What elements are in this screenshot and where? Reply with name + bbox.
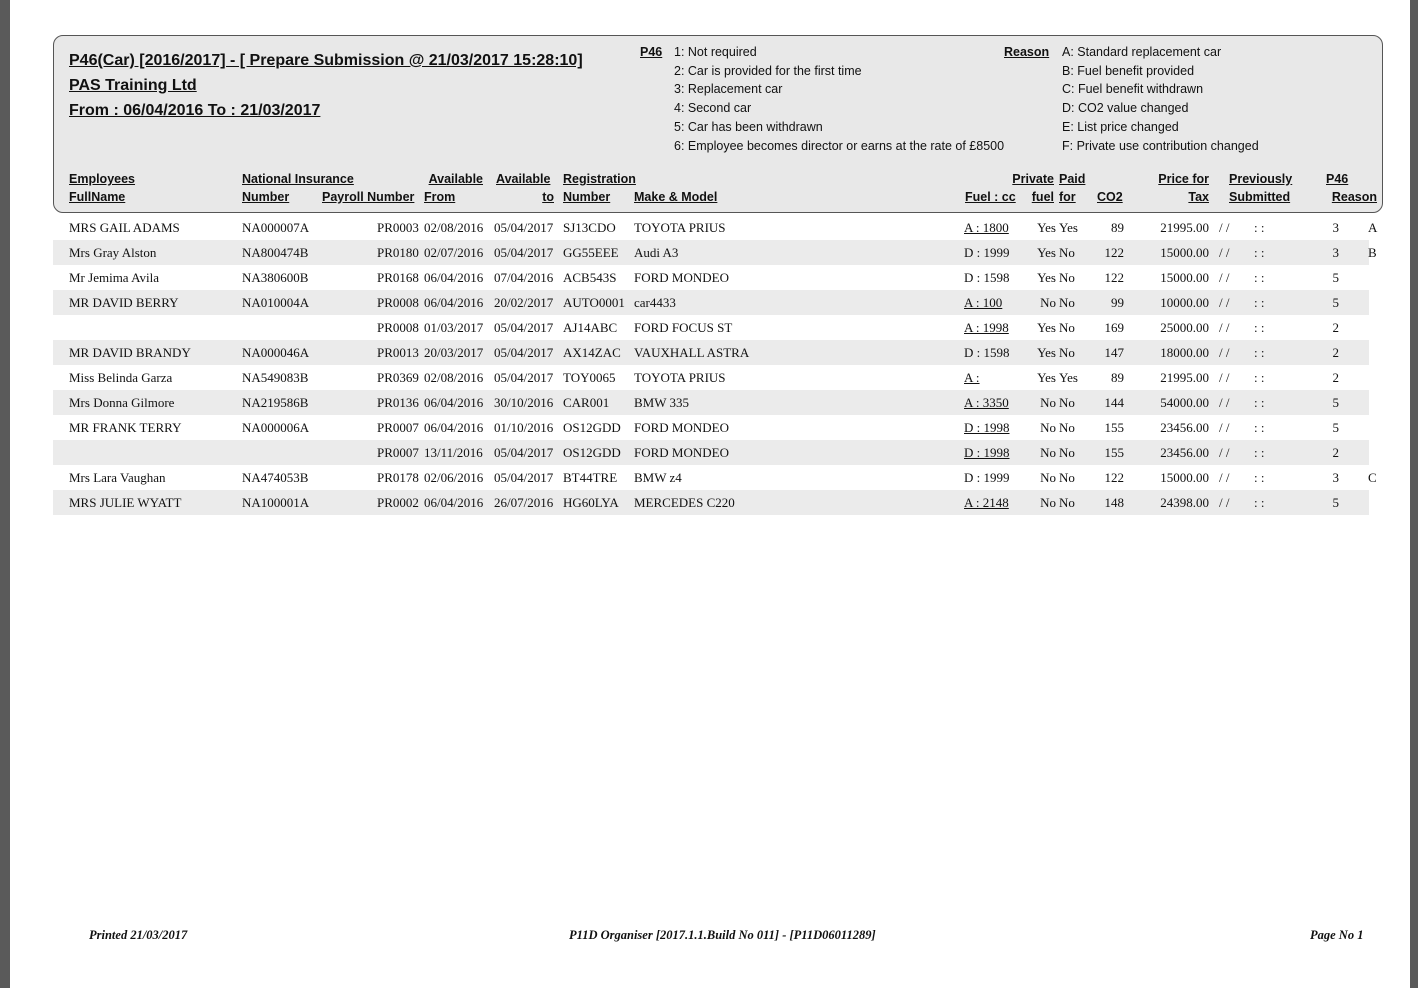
cell-price-for-tax: 15000.00 — [1160, 470, 1209, 485]
cell-private-fuel: Yes — [1037, 370, 1056, 385]
cell-fuel-cc: A : 1800 — [964, 220, 1009, 235]
cell-available-to: 20/02/2017 — [494, 295, 554, 310]
cell-price-for-tax: 25000.00 — [1160, 320, 1209, 335]
table-row — [53, 365, 1369, 390]
cell-name: Mr Jemima Avila — [69, 270, 160, 285]
cell-ni-number: NA380600B — [242, 270, 309, 285]
report-title: P46(Car) [2016/2017] - [ Prepare Submission @ 21/03/2017 15:28:10] — [69, 52, 583, 69]
cell-name: MRS JULIE WYATT — [69, 495, 182, 510]
table-row — [53, 215, 1378, 240]
cell-p46: 3 — [1332, 470, 1339, 485]
cell-available-from: 02/08/2016 — [424, 220, 484, 235]
col-header-reg-number: Number — [563, 190, 611, 204]
table-row — [53, 340, 1369, 365]
cell-available-to: 05/04/2017 — [494, 470, 554, 485]
cell-paid-for: No — [1059, 445, 1075, 460]
cell-make-model: BMW z4 — [634, 470, 682, 485]
cell-payroll: PR0178 — [377, 470, 419, 485]
footer-product: P11D Organiser [2017.1.1.Build No 011] - [P11D06011289] — [569, 928, 876, 942]
legend-reason-item: D: CO2 value changed — [1062, 101, 1189, 115]
cell-p46: 2 — [1332, 445, 1339, 460]
cell-co2: 99 — [1111, 295, 1124, 310]
cell-fuel-cc: D : 1998 — [964, 445, 1010, 460]
col-header-from: From — [424, 190, 456, 204]
cell-submitted-date: / / — [1219, 245, 1230, 260]
cell-payroll: PR0369 — [377, 370, 419, 385]
cell-ni-number: NA010004A — [242, 295, 310, 310]
cell-price-for-tax: 23456.00 — [1160, 445, 1209, 460]
cell-p46: 2 — [1332, 345, 1339, 360]
table-row — [53, 415, 1369, 440]
cell-payroll: PR0002 — [377, 495, 419, 510]
cell-registration: ACB543S — [563, 270, 617, 285]
cell-payroll: PR0008 — [377, 295, 419, 310]
cell-price-for-tax: 24398.00 — [1160, 495, 1209, 510]
cell-available-to: 05/04/2017 — [494, 370, 554, 385]
cell-available-from: 01/03/2017 — [424, 320, 484, 335]
cell-ni-number: NA000006A — [242, 420, 310, 435]
cell-available-to: 05/04/2017 — [494, 245, 554, 260]
cell-submitted-time: : : — [1254, 420, 1265, 435]
col-header-available-from: Available — [428, 172, 483, 186]
cell-p46: 5 — [1332, 420, 1339, 435]
cell-co2: 148 — [1104, 495, 1124, 510]
cell-submitted-time: : : — [1254, 395, 1265, 410]
cell-submitted-time: : : — [1254, 470, 1265, 485]
col-header-co2: CO2 — [1097, 190, 1123, 204]
cell-price-for-tax: 54000.00 — [1160, 395, 1209, 410]
cell-payroll: PR0180 — [377, 245, 419, 260]
cell-available-to: 05/04/2017 — [494, 320, 554, 335]
col-header-submitted: Submitted — [1229, 190, 1291, 204]
cell-make-model: MERCEDES C220 — [634, 495, 735, 510]
cell-fuel-cc: D : 1998 — [964, 420, 1010, 435]
cell-available-to: 05/04/2017 — [494, 445, 554, 460]
cell-fuel-cc: A : 1998 — [964, 320, 1009, 335]
cell-paid-for: No — [1059, 320, 1075, 335]
cell-available-from: 06/04/2016 — [424, 295, 484, 310]
table-row — [53, 315, 1369, 340]
cell-fuel-cc: D : 1999 — [964, 245, 1010, 260]
cell-paid-for: Yes — [1059, 370, 1078, 385]
cell-registration: OS12GDD — [563, 420, 621, 435]
cell-registration: HG60LYA — [563, 495, 619, 510]
cell-p46: 3 — [1332, 220, 1339, 235]
cell-paid-for: No — [1059, 345, 1075, 360]
col-header-registration: Registration — [563, 172, 636, 186]
cell-ni-number: NA000046A — [242, 345, 310, 360]
legend-reason-item: E: List price changed — [1062, 120, 1179, 134]
cell-submitted-time: : : — [1254, 320, 1265, 335]
cell-available-from: 06/04/2016 — [424, 420, 484, 435]
cell-available-to: 01/10/2016 — [494, 420, 554, 435]
cell-registration: AJ14ABC — [563, 320, 618, 335]
cell-ni-number: NA549083B — [242, 370, 309, 385]
cell-available-from: 02/07/2016 — [424, 245, 484, 260]
cell-make-model: car4433 — [634, 295, 676, 310]
col-header-make-model: Make & Model — [634, 190, 718, 204]
cell-reason: C — [1368, 470, 1377, 485]
cell-ni-number: NA800474B — [242, 245, 309, 260]
cell-private-fuel: Yes — [1037, 220, 1056, 235]
cell-fuel-cc: A : 100 — [964, 295, 1003, 310]
cell-private-fuel: Yes — [1037, 270, 1056, 285]
legend-reason-item: C: Fuel benefit withdrawn — [1062, 82, 1204, 96]
cell-registration: OS12GDD — [563, 445, 621, 460]
cell-co2: 155 — [1104, 420, 1124, 435]
cell-submitted-date: / / — [1219, 420, 1230, 435]
legend-p46-item: 5: Car has been withdrawn — [674, 120, 823, 134]
cell-private-fuel: Yes — [1037, 345, 1056, 360]
cell-price-for-tax: 10000.00 — [1160, 295, 1209, 310]
cell-submitted-time: : : — [1254, 270, 1265, 285]
cell-name: MRS GAIL ADAMS — [69, 220, 180, 235]
col-header-ni-number: Number — [242, 190, 290, 204]
cell-available-to: 05/04/2017 — [494, 220, 554, 235]
cell-make-model: Audi A3 — [634, 245, 679, 260]
col-header-price-tax: Tax — [1188, 190, 1209, 204]
table-row — [53, 390, 1369, 415]
legend-p46-label: P46 — [640, 45, 663, 59]
cell-private-fuel: No — [1040, 420, 1056, 435]
cell-price-for-tax: 15000.00 — [1160, 270, 1209, 285]
cell-private-fuel: No — [1040, 295, 1056, 310]
cell-available-from: 02/06/2016 — [424, 470, 484, 485]
cell-p46: 5 — [1332, 395, 1339, 410]
cell-make-model: VAUXHALL ASTRA — [634, 345, 750, 360]
cell-payroll: PR0008 — [377, 320, 419, 335]
cell-available-from: 06/04/2016 — [424, 495, 484, 510]
col-header-available-to: Available — [496, 172, 551, 186]
cell-available-from: 06/04/2016 — [424, 270, 484, 285]
cell-registration: CAR001 — [563, 395, 610, 410]
cell-co2: 147 — [1104, 345, 1124, 360]
footer-page-number: Page No 1 — [1310, 928, 1364, 942]
cell-payroll: PR0013 — [377, 345, 419, 360]
cell-price-for-tax: 15000.00 — [1160, 245, 1209, 260]
table-row — [53, 440, 1369, 465]
cell-submitted-time: : : — [1254, 295, 1265, 310]
col-header-paid: Paid — [1059, 172, 1086, 186]
cell-fuel-cc: D : 1598 — [964, 345, 1010, 360]
cell-co2: 122 — [1104, 470, 1124, 485]
cell-name: MR DAVID BRANDY — [69, 345, 191, 360]
cell-ni-number: NA000007A — [242, 220, 310, 235]
cell-name: Miss Belinda Garza — [69, 370, 173, 385]
cell-co2: 89 — [1111, 370, 1124, 385]
cell-submitted-date: / / — [1219, 220, 1230, 235]
legend-p46-item: 3: Replacement car — [674, 82, 783, 96]
cell-submitted-time: : : — [1254, 345, 1265, 360]
cell-submitted-time: : : — [1254, 220, 1265, 235]
cell-make-model: FORD MONDEO — [634, 445, 729, 460]
cell-submitted-date: / / — [1219, 445, 1230, 460]
cell-price-for-tax: 18000.00 — [1160, 345, 1209, 360]
table-row — [53, 265, 1369, 290]
report-period: From : 06/04/2016 To : 21/03/2017 — [69, 102, 321, 119]
col-header-to: to — [542, 190, 554, 204]
table-row — [53, 465, 1377, 490]
cell-available-to: 07/04/2016 — [494, 270, 554, 285]
cell-price-for-tax: 23456.00 — [1160, 420, 1209, 435]
cell-paid-for: No — [1059, 270, 1075, 285]
cell-make-model: FORD MONDEO — [634, 270, 729, 285]
col-header-private: Private — [1012, 172, 1054, 186]
cell-submitted-date: / / — [1219, 345, 1230, 360]
cell-name: Mrs Gray Alston — [69, 245, 157, 260]
cell-private-fuel: No — [1040, 495, 1056, 510]
cell-registration: SJ13CDO — [563, 220, 616, 235]
col-header-p46: P46 — [1326, 172, 1349, 186]
col-header-price: Price for — [1158, 172, 1209, 186]
cell-available-from: 06/04/2016 — [424, 395, 484, 410]
footer-printed: Printed 21/03/2017 — [89, 928, 188, 942]
cell-submitted-date: / / — [1219, 270, 1230, 285]
cell-available-to: 05/04/2017 — [494, 345, 554, 360]
cell-registration: BT44TRE — [563, 470, 618, 485]
legend-p46-item: 6: Employee becomes director or earns at the rate of £8500 — [674, 139, 1005, 153]
company-name: PAS Training Ltd — [69, 77, 197, 94]
cell-fuel-cc: A : 3350 — [964, 395, 1009, 410]
cell-ni-number: NA474053B — [242, 470, 309, 485]
cell-private-fuel: No — [1040, 445, 1056, 460]
cell-paid-for: No — [1059, 470, 1075, 485]
col-header-previously: Previously — [1229, 172, 1293, 186]
cell-paid-for: No — [1059, 295, 1075, 310]
cell-p46: 5 — [1332, 495, 1339, 510]
legend-p46-item: 4: Second car — [674, 101, 752, 115]
cell-submitted-time: : : — [1254, 245, 1265, 260]
cell-registration: GG55EEE — [563, 245, 619, 260]
cell-p46: 5 — [1332, 295, 1339, 310]
cell-submitted-date: / / — [1219, 495, 1230, 510]
cell-make-model: FORD FOCUS ST — [634, 320, 733, 335]
cell-submitted-date: / / — [1219, 320, 1230, 335]
cell-fuel-cc: A : 2148 — [964, 495, 1009, 510]
cell-registration: AX14ZAC — [563, 345, 621, 360]
cell-private-fuel: No — [1040, 395, 1056, 410]
cell-submitted-time: : : — [1254, 495, 1265, 510]
cell-p46: 2 — [1332, 320, 1339, 335]
cell-available-to: 30/10/2016 — [494, 395, 554, 410]
cell-submitted-date: / / — [1219, 295, 1230, 310]
cell-co2: 89 — [1111, 220, 1124, 235]
cell-payroll: PR0136 — [377, 395, 419, 410]
cell-co2: 122 — [1104, 270, 1124, 285]
cell-make-model: BMW 335 — [634, 395, 690, 410]
cell-make-model: TOYOTA PRIUS — [634, 220, 726, 235]
cell-price-for-tax: 21995.00 — [1160, 220, 1209, 235]
cell-ni-number: NA219586B — [242, 395, 309, 410]
cell-submitted-time: : : — [1254, 445, 1265, 460]
cell-name: Mrs Lara Vaughan — [69, 470, 166, 485]
cell-paid-for: No — [1059, 245, 1075, 260]
cell-available-to: 26/07/2016 — [494, 495, 554, 510]
cell-co2: 122 — [1104, 245, 1124, 260]
table-row — [53, 290, 1369, 315]
cell-private-fuel: Yes — [1037, 320, 1056, 335]
legend-reason-item: F: Private use contribution changed — [1062, 139, 1259, 153]
cell-paid-for: No — [1059, 495, 1075, 510]
cell-p46: 2 — [1332, 370, 1339, 385]
cell-available-from: 13/11/2016 — [424, 445, 483, 460]
cell-make-model: FORD MONDEO — [634, 420, 729, 435]
cell-make-model: TOYOTA PRIUS — [634, 370, 726, 385]
table-row — [53, 240, 1377, 265]
cell-fuel-cc: D : 1999 — [964, 470, 1010, 485]
cell-payroll: PR0007 — [377, 445, 419, 460]
cell-name: MR FRANK TERRY — [69, 420, 182, 435]
col-header-fuel-cc: Fuel : cc — [965, 190, 1016, 204]
cell-fuel-cc: A : — [964, 370, 980, 385]
cell-payroll: PR0007 — [377, 420, 419, 435]
cell-submitted-date: / / — [1219, 470, 1230, 485]
col-header-ni: National Insurance — [242, 172, 354, 186]
cell-co2: 169 — [1104, 320, 1124, 335]
col-header-employees: Employees — [69, 172, 136, 186]
cell-paid-for: No — [1059, 420, 1075, 435]
legend-p46-item: 1: Not required — [674, 45, 757, 59]
cell-paid-for: Yes — [1059, 220, 1078, 235]
cell-submitted-date: / / — [1219, 395, 1230, 410]
cell-co2: 144 — [1104, 395, 1124, 410]
legend-reason-item: A: Standard replacement car — [1062, 45, 1222, 59]
cell-submitted-time: : : — [1254, 370, 1265, 385]
cell-p46: 5 — [1332, 270, 1339, 285]
cell-fuel-cc: D : 1598 — [964, 270, 1010, 285]
cell-co2: 155 — [1104, 445, 1124, 460]
cell-available-from: 02/08/2016 — [424, 370, 484, 385]
col-header-payroll: Payroll Number — [322, 190, 415, 204]
cell-registration: TOY0065 — [563, 370, 616, 385]
cell-reason: B — [1368, 245, 1377, 260]
table-row — [53, 490, 1369, 515]
legend-reason-item: B: Fuel benefit provided — [1062, 64, 1195, 78]
legend-p46-item: 2: Car is provided for the first time — [674, 64, 862, 78]
cell-available-from: 20/03/2017 — [424, 345, 484, 360]
cell-private-fuel: Yes — [1037, 245, 1056, 260]
col-header-paid-for: for — [1059, 190, 1076, 204]
cell-name: MR DAVID BERRY — [69, 295, 179, 310]
cell-private-fuel: No — [1040, 470, 1056, 485]
legend-reason-label: Reason — [1004, 45, 1050, 59]
col-header-fullname: FullName — [69, 190, 126, 204]
cell-ni-number: NA100001A — [242, 495, 310, 510]
cell-payroll: PR0003 — [377, 220, 419, 235]
col-header-private-fuel: fuel — [1031, 190, 1054, 204]
cell-paid-for: No — [1059, 395, 1075, 410]
cell-submitted-date: / / — [1219, 370, 1230, 385]
cell-name: Mrs Donna Gilmore — [69, 395, 175, 410]
cell-payroll: PR0168 — [377, 270, 419, 285]
cell-reason: A — [1368, 220, 1378, 235]
col-header-reason: Reason — [1331, 190, 1377, 204]
cell-price-for-tax: 21995.00 — [1160, 370, 1209, 385]
cell-p46: 3 — [1332, 245, 1339, 260]
cell-registration: AUTO0001 — [563, 295, 625, 310]
